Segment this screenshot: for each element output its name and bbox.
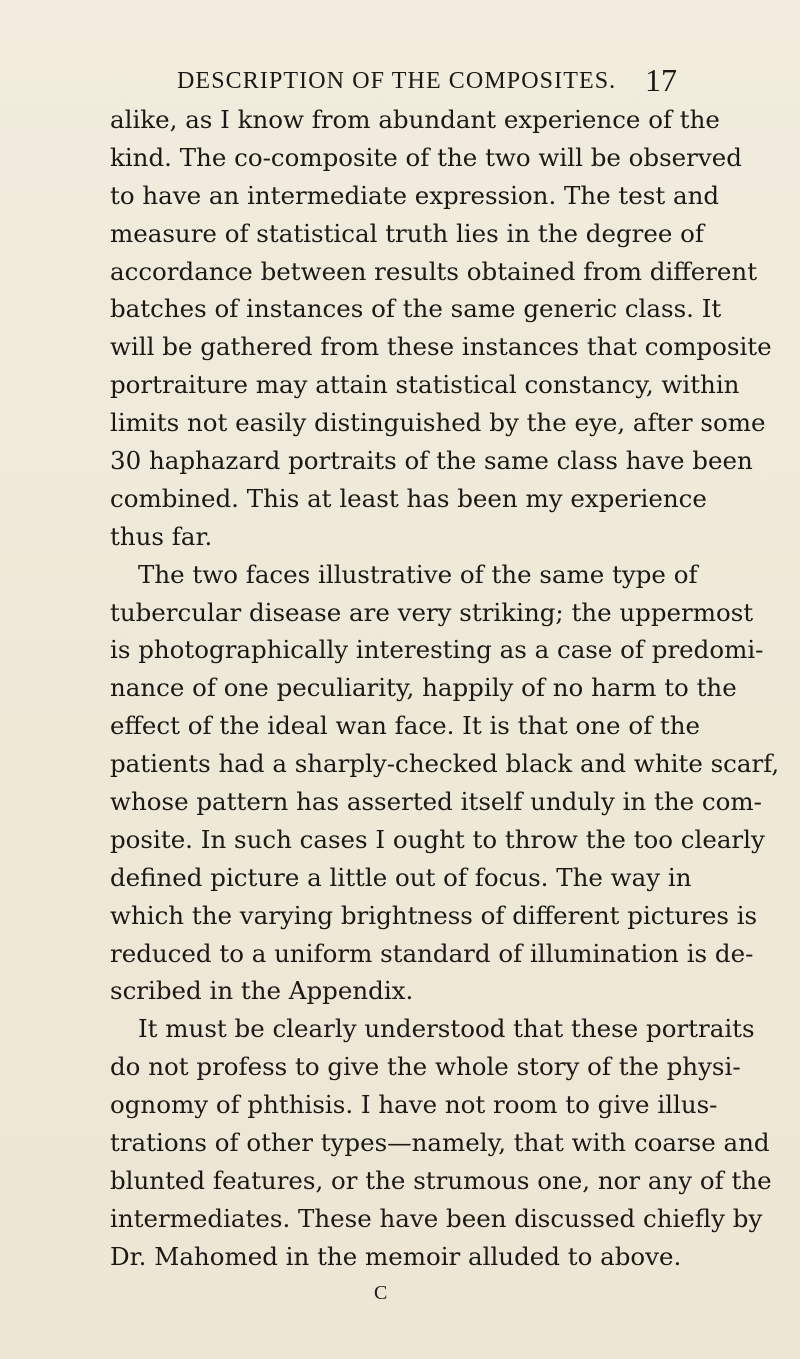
page-header — [0, 62, 800, 98]
page-number: 17 — [645, 62, 677, 98]
text-line: The two faces illustrative of the same type of — [138, 559, 698, 589]
text-line: effect of the ideal wan face. It is that one of the — [110, 711, 701, 741]
text-line: reduced to a uniform standard of illumination is de- — [110, 938, 754, 968]
text-line: do not profess to give the whole story of the physi- — [110, 1052, 741, 1082]
text-line: batches of instances of the same generic class. It — [110, 294, 722, 324]
running-title: DESCRIPTION OF THE COMPOSITES. — [177, 68, 617, 94]
text-line: kind. The co-composite of the two will be observed — [110, 142, 742, 172]
text-line: portraiture may attain statistical constancy, within — [110, 370, 740, 400]
text-line: patients had a sharply-checked black and white scarf, — [110, 749, 780, 779]
text-line: blunted features, or the strumous one, nor any of the — [110, 1165, 772, 1195]
text-line: trations of other types—namely, that with coarse and — [110, 1128, 770, 1158]
text-line: whose pattern has asserted itself unduly in the com- — [110, 787, 762, 817]
text-line: scribed in the Appendix. — [110, 976, 414, 1006]
text-line: nance of one peculiarity, happily of no harm to the — [110, 673, 737, 703]
text-line: Dr. Mahomed in the memoir alluded to above. — [110, 1241, 682, 1271]
text-line: thus far. — [110, 521, 213, 551]
text-line: 30 haphazard portraits of the same class have been — [110, 446, 753, 476]
text-line: defined picture a little out of focus. The way in — [110, 862, 692, 892]
text-line: It must be clearly understood that these portraits — [138, 1014, 755, 1044]
body-text — [110, 101, 780, 1276]
text-line: which the varying brightness of different pictures is — [110, 900, 758, 930]
signature-mark: C — [374, 1282, 388, 1304]
text-line: intermediates. These have been discussed chiefly by — [110, 1203, 763, 1233]
text-line: tubercular disease are very striking; the uppermost — [110, 597, 754, 627]
text-line: is photographically interesting as a case of predomi- — [110, 635, 764, 665]
text-line: accordance between results obtained from different — [110, 256, 758, 286]
text-line: ognomy of phthisis. I have not room to give illus- — [110, 1090, 718, 1120]
text-line: measure of statistical truth lies in the degree of — [110, 218, 704, 248]
text-line: combined. This at least has been my experience — [110, 483, 707, 513]
text-line: posite. In such cases I ought to throw the too clearly — [110, 824, 765, 854]
text-line: alike, as I know from abundant experience of the — [110, 105, 720, 134]
text-line: to have an intermediate expression. The test and — [110, 180, 720, 210]
text-line: will be gathered from these instances that composite — [110, 332, 772, 362]
text-line: limits not easily distinguished by the eye, after some — [110, 408, 766, 438]
